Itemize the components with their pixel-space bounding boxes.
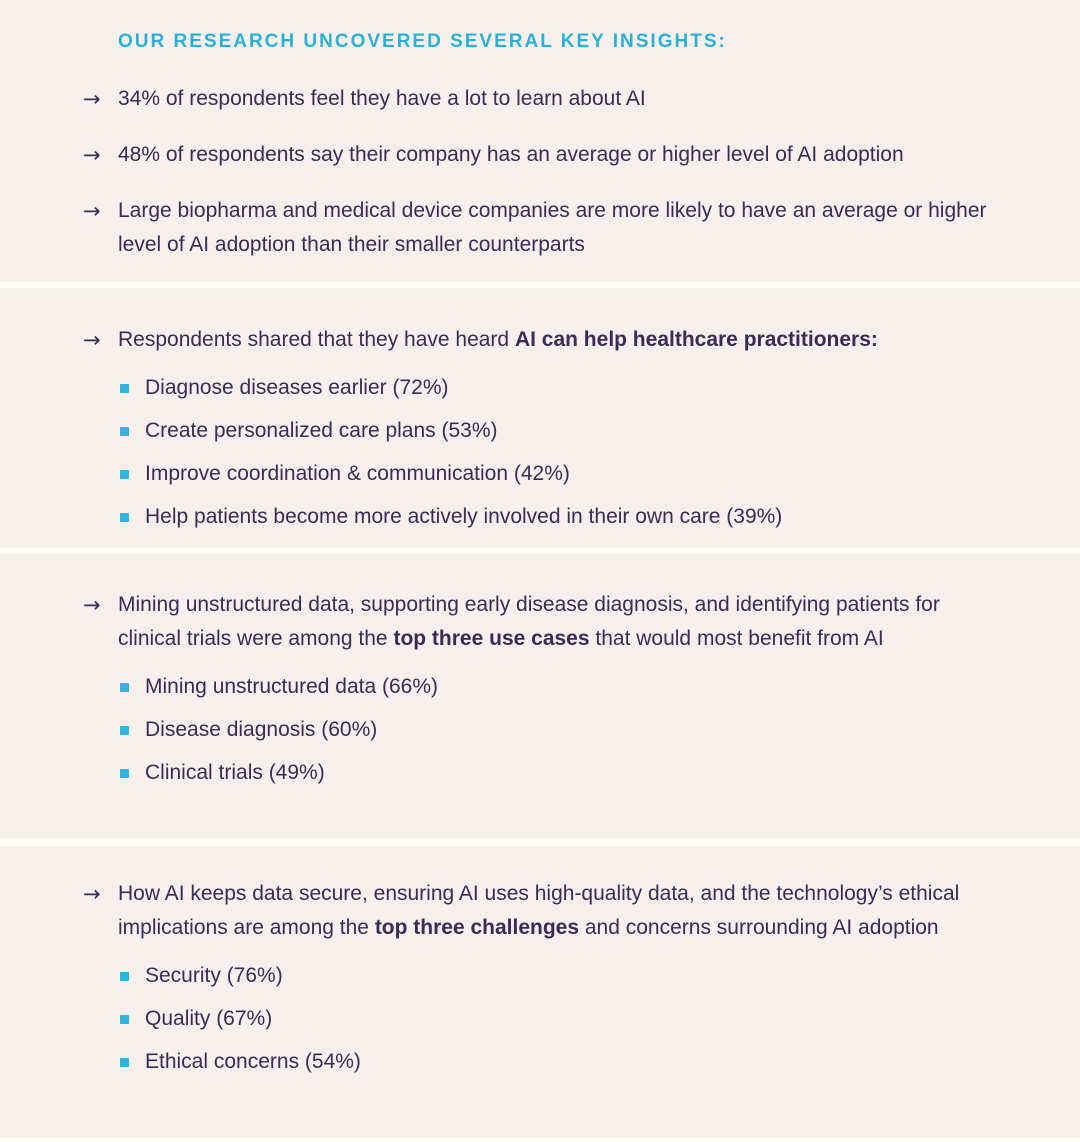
square-bullet-icon [120,726,129,735]
sub-insight-list [0,371,1080,534]
insight-item [83,194,1080,262]
sub-insight-item [120,1002,1080,1036]
bottom-margin-strip [0,1138,1080,1142]
insight-text-segment: Large biopharma and medical device companies are more likely to have an average or higher level of AI adoption than their smaller counterparts [118,199,987,256]
sub-insight-item [120,959,1080,993]
insight-item [83,82,1080,116]
sub-insight-item [120,457,1080,491]
top-challenges-section [0,846,1080,1138]
square-bullet-icon [120,427,129,436]
insight-item [83,877,1080,945]
sub-insight-text: Clinical trials (49%) [145,761,325,784]
sub-insight-text: Mining unstructured data (66%) [145,675,438,698]
insight-text-segment: 48% of respondents say their company has an average or higher level of AI adoption [118,143,904,166]
square-bullet-icon [120,683,129,692]
insight-text-segment: 34% of respondents feel they have a lot to learn about AI [118,87,646,110]
insight-item [83,323,1080,357]
arrow-right-icon: → [83,882,101,906]
sub-insight-text: Ethical concerns (54%) [145,1050,361,1073]
sub-insight-text: Improve coordination & communication (42%) [145,462,570,485]
insight-text [118,588,1008,656]
insight-text-segment: Respondents shared that they have heard [118,328,515,351]
insight-text-segment: and concerns surrounding AI adoption [579,916,939,939]
arrow-right-icon: → [83,199,101,223]
section-heading: OUR RESEARCH UNCOVERED SEVERAL KEY INSIGHTS: [118,31,727,52]
sub-insight-item [120,713,1080,747]
insight-text-segment: How AI keeps data secure, ensuring AI uses high-quality data, and the technology’s ethical implications are among the [118,882,960,939]
square-bullet-icon [120,470,129,479]
insight-text [118,138,1008,172]
square-bullet-icon [120,1015,129,1024]
sub-insight-text: Security (76%) [145,964,283,987]
sub-insight-item [120,670,1080,704]
insight-text [118,194,1008,262]
insight-item [83,588,1080,656]
insight-text [118,82,1008,116]
top-use-cases-section [0,554,1080,838]
arrow-right-icon: → [83,143,101,167]
square-bullet-icon [120,769,129,778]
square-bullet-icon [120,384,129,393]
sub-insight-list [0,959,1080,1079]
sub-insight-item [120,1045,1080,1079]
insight-text [118,877,1008,945]
practitioner-benefits-section [0,288,1080,548]
sub-insight-text: Diagnose diseases earlier (72%) [145,376,449,399]
sub-insight-item [120,756,1080,790]
insight-text-segment: that would most benefit from AI [589,627,884,650]
insight-text-bold-segment: top three use cases [393,627,590,650]
sub-insight-item [120,500,1080,534]
section-separator [0,838,1080,846]
sub-insight-text: Disease diagnosis (60%) [145,718,378,741]
square-bullet-icon [120,1058,129,1067]
sub-insight-text: Quality (67%) [145,1007,273,1030]
insight-text-segment: Mining unstructured data, supporting early disease diagnosis, and identifying patients for clinical trials were among the [118,593,940,650]
arrow-right-icon: → [83,328,101,352]
sub-insight-text: Create personalized care plans (53%) [145,419,498,442]
insight-text-bold-segment: top three challenges [374,916,580,939]
arrow-right-icon: → [83,87,101,111]
insight-text [118,323,1008,357]
sub-insight-text: Help patients become more actively involved in their own care (39%) [145,505,783,528]
square-bullet-icon [120,513,129,522]
key-insights-section [0,0,1080,282]
insight-item [83,138,1080,172]
sub-insight-item [120,371,1080,405]
arrow-right-icon: → [83,593,101,617]
sub-insight-list [0,670,1080,790]
square-bullet-icon [120,972,129,981]
sub-insight-item [120,414,1080,448]
insight-text-bold-segment: AI can help healthcare practitioners: [514,328,878,351]
